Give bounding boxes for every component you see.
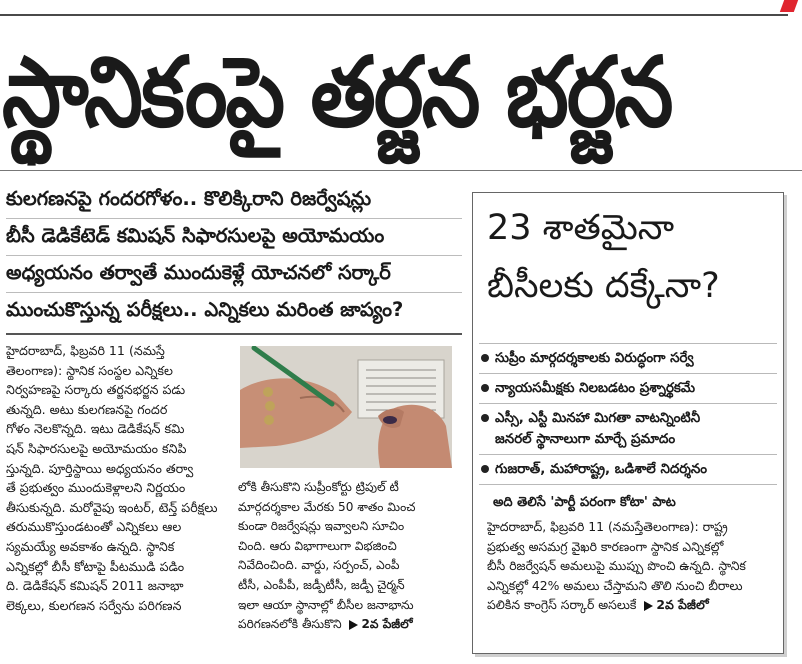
deck-line: కులగణనపై గందరగోళం.. కొలిక్కిరాని రిజర్వేషన్లు [6, 182, 462, 219]
article-line: కుండా రిజర్వేషన్లు ఇవ్వాలని సూచిం [238, 519, 405, 534]
article-line: నివేదించింది. వార్డు, సర్పంచ్, ఎంపీ [238, 558, 400, 573]
deck-line: బీసీ డెడికేటెడ్ కమిషన్ సిఫారసులపై అయోమయం [6, 219, 462, 256]
bullet-item [479, 373, 777, 403]
article-line: తీసుకున్నది. మరోవైపు ఇంటర్, టెన్త్ పరీక్షలు [6, 499, 218, 515]
deck-line: ముంచుకొస్తున్న పరీక్షలు.. ఎన్నికలు మరింత జాప్యం? [6, 298, 404, 321]
sidebar-last-line [487, 595, 775, 615]
article-line: టీసీ, ఎంపీపీ, జడ్పీటీసీ, జడ్పీ చైర్మన్ [238, 577, 405, 592]
article-line: తరుముకొస్తుండటంతో ఎన్నికలు ఆల [6, 519, 182, 535]
photo-illustration [240, 346, 452, 468]
bullet-dot-icon [481, 384, 489, 392]
headline-divider [0, 170, 802, 171]
top-rule [0, 14, 788, 16]
arrow-right-icon [644, 601, 653, 611]
bullet-item [479, 454, 777, 485]
bullet-item [479, 403, 777, 454]
article-line: ఇలా ఆయా స్థానాల్లో బీసీల జనాభాను [238, 597, 414, 612]
article-column-1 [6, 341, 230, 615]
article-line: స్యమయ్యే అవకాశం ఉన్నది. స్థానిక [6, 538, 175, 554]
sidebar-headline-line: 23 శాతమైనా [487, 208, 675, 248]
sidebar-tagline: అది తెలిసే 'పార్టీ పరంగా కోటా' పాట [493, 495, 676, 510]
continued-label: 2వ పేజీలో [656, 597, 709, 613]
sidebar-line: ప్రభుత్వ అసమగ్ర వైఖరి కారణంగా స్థానిక ఎన్నికల్లో [487, 538, 724, 554]
bullet-text: న్యాయసమీక్షకు నిలబడటం ప్రశ్నార్థకమే [495, 381, 696, 396]
article-line: ది. డెడికేషన్ కమిషన్ 2011 జనాభా [6, 578, 184, 594]
bullet-item [479, 343, 777, 373]
article-last-line [238, 615, 458, 635]
article-line: చింది. ఆరు విభాగాలుగా విభజించి [238, 538, 397, 553]
arrow-right-icon [349, 620, 358, 630]
sidebar-line: ఎన్నికల్లో 42% అమలు చేస్తామని తొలి నుంచి బీరాలు [487, 577, 743, 593]
article-line: ఎన్నికల్లో బీసీ కోటాపై పీటముడి పడిం [6, 558, 185, 574]
ballot-ink-finger-photo [240, 346, 452, 468]
continued-label: 2వ పేజీలో [361, 617, 413, 632]
continued-page-link[interactable] [640, 595, 708, 615]
article-line: షన్ సిఫారసులపై అయోమయం కనిపి [6, 440, 187, 456]
corner-red-mark [780, 0, 798, 12]
article-line: తే ప్రభుత్వం ముందుకెళ్లాలని నిర్ణయం [6, 480, 186, 496]
bullet-text: సుప్రీం మార్గదర్శకాలకు విరుద్ధంగా సర్వే [495, 351, 694, 366]
sidebar-headline-line: బీసీలకు దక్కేనా? [487, 266, 720, 306]
bullet-text: ఎస్సీ, ఎస్టీ మినహా మిగతా వాటన్నింటినీ [495, 411, 701, 426]
article-line: లెక్కలు, కులగణన సర్వేను పరిగణన [6, 597, 182, 613]
sidebar-line: హైదరాబాద్, ఫిబ్రవరి 11 (నమస్తేతెలంగాణ): రాష్ట్ర [487, 519, 728, 534]
deck-divider [6, 333, 462, 335]
article-line: స్తున్నది. పూర్తిస్థాయి అధ్యయనం తర్వా [6, 460, 194, 476]
sidebar-box [472, 192, 784, 654]
article-line: మార్గదర్శకాల మేరకు 50 శాతం మించ [238, 499, 416, 514]
sidebar-bullet-list [479, 343, 777, 485]
article-column-2 [238, 478, 458, 635]
sidebar-body [487, 517, 775, 615]
article-line: హైదరాబాద్, ఫిబ్రవరి 11 (నమస్తే [6, 343, 165, 358]
article-line: నిర్వహణపై సర్కారు తర్జనభర్జన పడు [6, 382, 186, 398]
article-line: లోకి తీసుకొని సుప్రీంకోర్టు ట్రిపుల్ టీ [238, 480, 399, 494]
bullet-dot-icon [481, 465, 489, 473]
bullet-dot-icon [481, 414, 489, 422]
sidebar-headline [487, 199, 781, 315]
main-headline: స్థానికంపై తర్జన భర్జన [2, 35, 672, 149]
article-line: పరిగణనలోకి తీసుకొని [238, 617, 342, 632]
deck-subheadlines [6, 182, 462, 329]
article-line: తున్నది. అటు కులగణనపై గందర [6, 401, 168, 417]
deck-line: అధ్యయనం తర్వాతే ముందుకెళ్లే యోచనలో సర్కార్ [6, 256, 462, 293]
bullet-text: గుజరాత్, మహారాష్ట్ర, ఒడిశాలే నిదర్శనం [495, 462, 708, 477]
article-line: గోళం నెలకొన్నది. ఇటు డెడికేషన్ కమి [6, 421, 185, 437]
continued-page-link[interactable] [345, 615, 412, 635]
bullet-dot-icon [481, 354, 489, 362]
bullet-text: జనరల్ స్థానాలుగా మార్చే ప్రమాదం [495, 432, 676, 447]
article-line: తెలంగాణ): స్థానిక సంస్థల ఎన్నికల [6, 362, 173, 378]
sidebar-line: పలికిన కాంగ్రెస్ సర్కార్ అసలుకే [487, 597, 637, 613]
sidebar-line: బీసీ రిజర్వేషన్ అమలుపై ముప్పు పొంచి ఉన్నది. స్థానిక [487, 558, 746, 574]
